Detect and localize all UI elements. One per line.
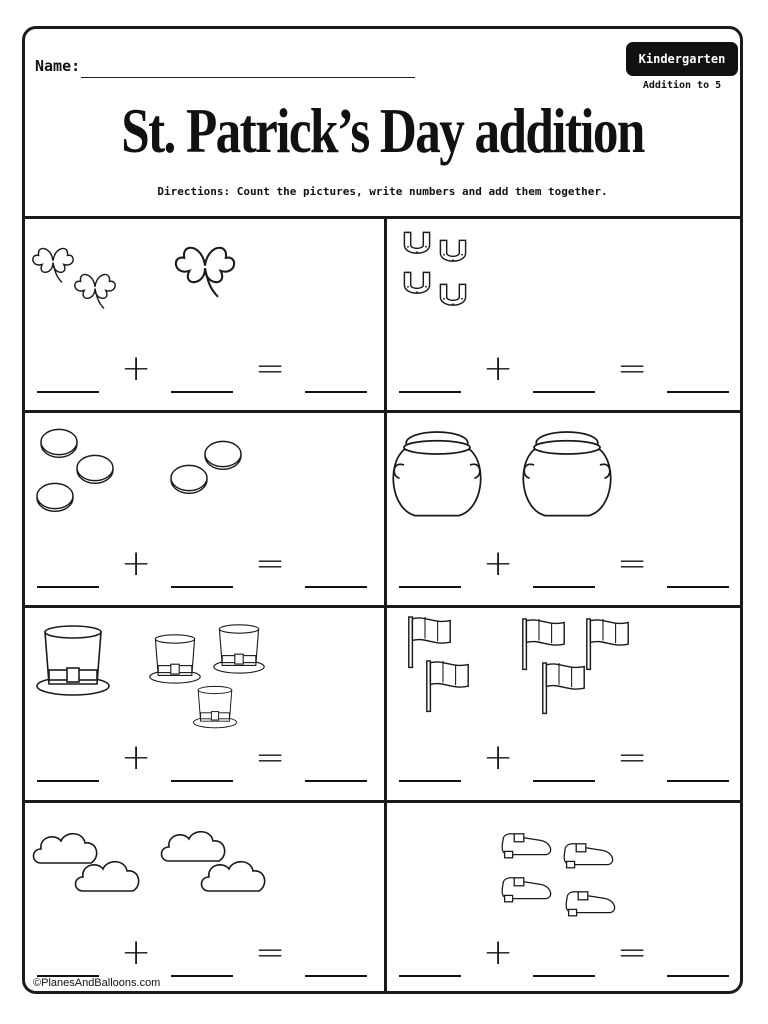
leprechaun-shoe-icon [502,834,550,858]
directions-text: Directions: Count the pictures, write numbers and add them together. [157,185,608,198]
horseshoe-picture-group [387,219,745,349]
plus-sign: + [121,348,152,389]
horseshoe-icon [404,272,429,293]
name-write-line [81,77,415,78]
addition-equation [387,933,745,993]
answer-blank-second[interactable] [533,391,595,393]
top-hat-icon [37,626,109,695]
answer-blank-second[interactable] [171,780,233,782]
answer-blank-sum[interactable] [667,780,729,782]
problem-grid [25,216,740,994]
equals-sign: = [255,932,286,974]
answer-blank-second[interactable] [171,391,233,393]
problem-cell [387,219,745,413]
leprechaun-shoe-icon [502,878,550,902]
worksheet-header [25,29,740,219]
plus-sign: + [121,737,152,779]
answer-blank-sum[interactable] [667,391,729,393]
cloud-picture-group [25,803,383,933]
flag-icon [523,619,564,669]
addition-equation [387,349,745,409]
equals-sign: = [255,542,286,584]
leprechaun-shoe-icon [566,892,614,916]
flag-icon [587,619,628,669]
flag-icon [409,617,450,667]
addition-equation [387,544,745,604]
problem-cell [387,608,745,802]
gold-coin-picture-group [25,414,383,544]
top-hat-icon [193,687,236,728]
addition-equation [25,349,383,409]
cloud-icon [76,862,139,891]
top-hat-icon [150,635,200,683]
answer-blank-sum[interactable] [305,975,367,977]
plus-sign: + [483,542,514,584]
answer-blank-second[interactable] [533,586,595,588]
answer-blank-second[interactable] [171,975,233,977]
copyright-credit: ©PlanesAndBalloons.com [33,977,161,989]
plus-sign: + [483,932,514,974]
equals-sign: = [617,932,648,974]
equals-sign: = [255,348,286,389]
leprechaun-shoe-icon [564,844,612,868]
shamrock-icon [176,248,234,297]
cloud-icon [202,862,265,891]
flag-icon [543,663,584,713]
name-label: Name: [35,57,81,75]
shamrock-icon [75,274,115,308]
addition-equation [25,544,383,604]
page-title: St. Patrick’s Day addition [121,95,644,166]
answer-blank-first[interactable] [37,391,99,393]
addition-equation [387,738,745,798]
answer-blank-second[interactable] [533,780,595,782]
gold-coin-icon [77,455,113,483]
shamrock-picture-group [25,219,383,349]
leprechaun-shoe-picture-group [387,803,745,933]
answer-blank-sum[interactable] [667,586,729,588]
problem-cell [25,608,383,802]
answer-blank-sum[interactable] [305,391,367,393]
top-hat-icon [214,625,264,673]
answer-blank-first[interactable] [399,975,461,977]
gold-coin-icon [37,483,73,511]
answer-blank-sum[interactable] [305,780,367,782]
problem-cell [387,414,745,608]
horseshoe-icon [440,240,465,261]
gold-coin-icon [205,441,241,469]
equals-sign: = [255,737,286,779]
level-label: Addition to 5 [642,80,722,91]
problem-cell [387,803,745,997]
answer-blank-second[interactable] [171,586,233,588]
cloud-icon [34,834,97,863]
flag-picture-group [387,608,745,738]
shamrock-icon [33,248,73,282]
answer-blank-first[interactable] [399,391,461,393]
grade-badge: Kindergarten [626,42,738,76]
plus-sign: + [483,737,514,779]
answer-blank-first[interactable] [37,586,99,588]
problem-cell [25,803,383,997]
top-hat-picture-group [25,608,383,738]
plus-sign: + [121,932,152,974]
equals-sign: = [617,542,648,584]
plus-sign: + [121,542,152,584]
pot-of-gold-picture-group [387,414,745,544]
equals-sign: = [617,348,648,389]
gold-coin-icon [41,429,77,457]
gold-coin-icon [171,465,207,493]
equals-sign: = [617,737,648,779]
answer-blank-first[interactable] [37,780,99,782]
answer-blank-first[interactable] [399,586,461,588]
answer-blank-second[interactable] [533,975,595,977]
horseshoe-icon [404,232,429,253]
answer-blank-sum[interactable] [305,586,367,588]
worksheet [22,26,743,994]
plus-sign: + [483,348,514,389]
problem-cell [25,219,383,413]
pot-of-gold-icon [393,432,480,516]
horseshoe-icon [440,284,465,305]
pot-of-gold-icon [523,432,610,516]
cloud-icon [162,832,225,861]
problem-cell [25,414,383,608]
answer-blank-first[interactable] [399,780,461,782]
addition-equation [25,738,383,798]
answer-blank-sum[interactable] [667,975,729,977]
flag-icon [427,661,468,711]
